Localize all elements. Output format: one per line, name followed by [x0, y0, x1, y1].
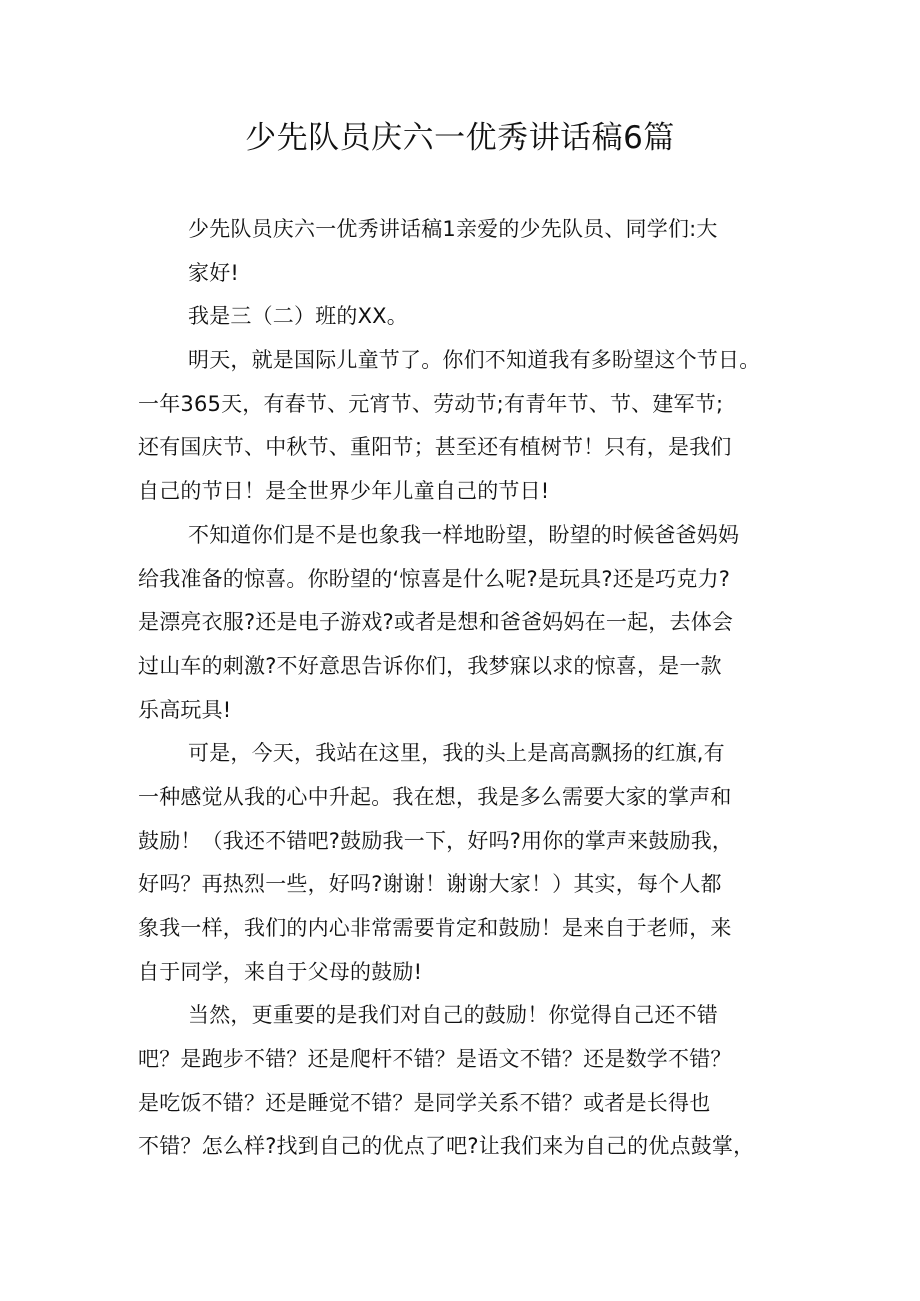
paragraph-line: 我是三（二）班的XX。 [188, 304, 408, 329]
paragraph-line: 是吃饭不错？还是睡觉不错？是同学关系不错？或者是长得也 [138, 1090, 711, 1115]
paragraph-line: 当然，更重要的是我们对自己的鼓励！你觉得自己还不错 [188, 1003, 718, 1028]
paragraph-line: 自己的节日！是全世界少年儿童自己的节日! [138, 479, 550, 504]
paragraph-line: 乐高玩具! [138, 697, 232, 722]
document-title: 少先队员庆六一优秀讲话稿6篇 [245, 120, 675, 156]
paragraph-line: 可是，今天，我站在这里，我的头上是高高飘扬的红旗,有 [188, 741, 725, 766]
paragraph-line: 吧？是跑步不错？还是爬杆不错？是语文不错？还是数学不错？ [138, 1047, 732, 1072]
paragraph-line: 明天，就是国际儿童节了。你们不知道我有多盼望这个节日。 [188, 348, 761, 373]
paragraph-line: 一年365天，有春节、元宵节、劳动节;有青年节、节、建军节; [138, 391, 724, 416]
paragraph-line: 一种感觉从我的心中升起。我在想，我是多么需要大家的掌声和 [138, 784, 732, 809]
paragraph-line: 给我准备的惊喜。你盼望的‘惊喜是什么呢?是玩具?还是巧克力? [138, 566, 731, 591]
paragraph-line: 还有国庆节、中秋节、重阳节；甚至还有植树节！只有，是我们 [138, 435, 732, 460]
paragraph-line: 象我一样，我们的内心非常需要肯定和鼓励！是来自于老师，来 [138, 916, 732, 940]
document-body [138, 208, 790, 1169]
paragraph-line: 不知道你们是不是也象我一样地盼望，盼望的时候爸爸妈妈 [188, 522, 740, 547]
paragraph-line: 家好! [188, 260, 240, 285]
paragraph-line: 少先队员庆六一优秀讲话稿1亲爱的少先队员、同学们:大 [188, 217, 718, 241]
paragraph-line: 是漂亮衣服?还是电子游戏?或者是想和爸爸妈妈在一起，去体会 [138, 610, 734, 635]
paragraph-line: 鼓励！（我还不错吧?鼓励我一下，好吗?用你的掌声来鼓励我， [138, 828, 734, 853]
paragraph-line: 过山车的刺激?不好意思告诉你们，我梦寐以求的惊喜，是一款 [138, 653, 722, 678]
paragraph-line: 好吗？再热烈一些，好吗?谢谢！谢谢大家！）其实，每个人都 [138, 872, 722, 897]
paragraph-line: 自于同学，来自于父母的鼓励! [138, 959, 423, 984]
paragraph-line: 不错？怎么样?找到自己的优点了吧?让我们来为自己的优点鼓掌， [138, 1134, 755, 1159]
